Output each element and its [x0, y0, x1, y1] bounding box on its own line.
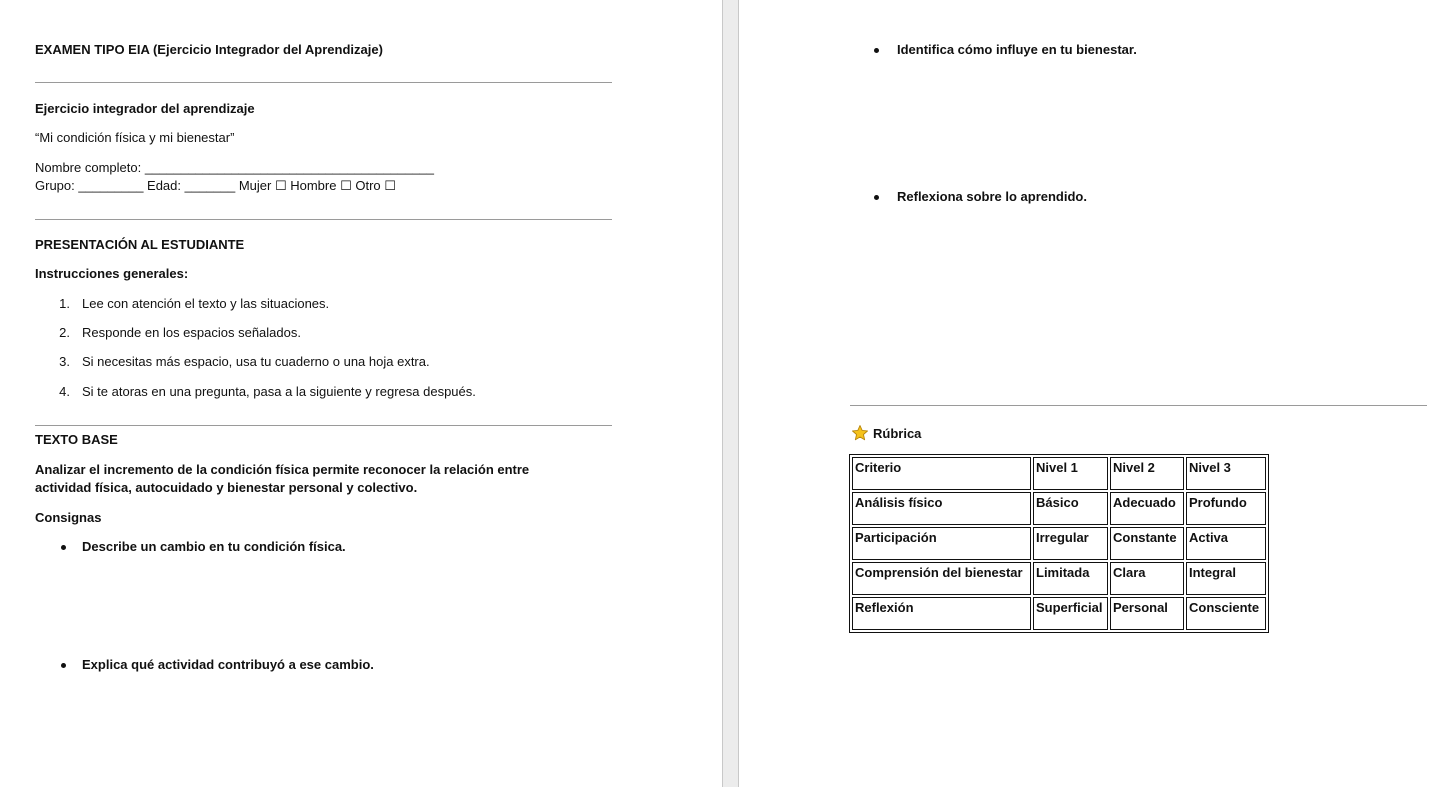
instructions-heading: Instrucciones generales: [35, 266, 189, 281]
bullet-icon [61, 545, 66, 550]
column-header: Criterio [852, 457, 1031, 490]
table-cell: Constante [1110, 527, 1184, 560]
presentation-heading: PRESENTACIÓN AL ESTUDIANTE [35, 237, 245, 252]
consignas-heading: Consignas [35, 510, 102, 525]
list-item-number: 4. [59, 384, 70, 399]
table-cell: Clara [1110, 562, 1184, 595]
column-header: Nivel 3 [1186, 457, 1266, 490]
document-page-left [0, 0, 722, 787]
star-icon [851, 424, 869, 442]
base-text-line: Analizar el incremento de la condición física permite reconocer la relación entre [35, 462, 530, 477]
table-header-row [852, 457, 1266, 490]
rubric-heading: Rúbrica [873, 426, 922, 441]
list-item-number: 2. [59, 325, 70, 340]
column-header: Nivel 2 [1110, 457, 1184, 490]
divider [35, 219, 612, 220]
name-field-line: Nombre completo: ________________________________________ [35, 160, 435, 175]
divider [850, 405, 1427, 406]
list-item: Responde en los espacios señalados. [82, 325, 301, 340]
table-cell: Básico [1033, 492, 1108, 525]
column-header: Nivel 1 [1033, 457, 1108, 490]
table-cell: Personal [1110, 597, 1184, 630]
document-page-right [739, 0, 1447, 787]
table-cell: Participación [852, 527, 1031, 560]
table-cell: Análisis físico [852, 492, 1031, 525]
table-row [852, 562, 1266, 595]
table-row [852, 597, 1266, 630]
bullet-icon [874, 195, 879, 200]
group-field-line: Grupo: _________ Edad: _______ Mujer ☐ Hombre ☐ Otro ☐ [35, 178, 396, 193]
table-cell: Irregular [1033, 527, 1108, 560]
table-cell: Reflexión [852, 597, 1031, 630]
table-cell: Adecuado [1110, 492, 1184, 525]
table-row [852, 492, 1266, 525]
bullet-icon [874, 48, 879, 53]
section-heading: Ejercicio integrador del aprendizaje [35, 101, 255, 116]
subtitle: “Mi condición física y mi bienestar” [35, 130, 235, 145]
table-cell: Consciente [1186, 597, 1266, 630]
table-cell: Superficial [1033, 597, 1108, 630]
list-item: Si necesitas más espacio, usa tu cuaderno o una hoja extra. [82, 354, 430, 369]
exam-title: EXAMEN TIPO EIA (Ejercicio Integrador del Aprendizaje) [35, 42, 383, 57]
consigna-item: Describe un cambio en tu condición física. [82, 539, 346, 554]
list-item-number: 3. [59, 354, 70, 369]
consigna-item: Identifica cómo influye en tu bienestar. [897, 42, 1137, 57]
table-cell: Activa [1186, 527, 1266, 560]
base-text-heading: TEXTO BASE [35, 432, 118, 447]
table-cell: Limitada [1033, 562, 1108, 595]
table-cell: Profundo [1186, 492, 1266, 525]
divider [35, 425, 612, 426]
rubric-table [849, 454, 1269, 633]
bullet-icon [61, 663, 66, 668]
table-cell: Comprensión del bienestar [852, 562, 1031, 595]
consigna-item: Reflexiona sobre lo aprendido. [897, 189, 1087, 204]
table-row [852, 527, 1266, 560]
list-item: Si te atoras en una pregunta, pasa a la siguiente y regresa después. [82, 384, 476, 399]
base-text-line: actividad física, autocuidado y bienestar personal y colectivo. [35, 480, 418, 495]
divider [35, 82, 612, 83]
table-cell: Integral [1186, 562, 1266, 595]
list-item-number: 1. [59, 296, 70, 311]
consigna-item: Explica qué actividad contribuyó a ese cambio. [82, 657, 374, 672]
list-item: Lee con atención el texto y las situaciones. [82, 296, 330, 311]
page-gutter [722, 0, 739, 787]
